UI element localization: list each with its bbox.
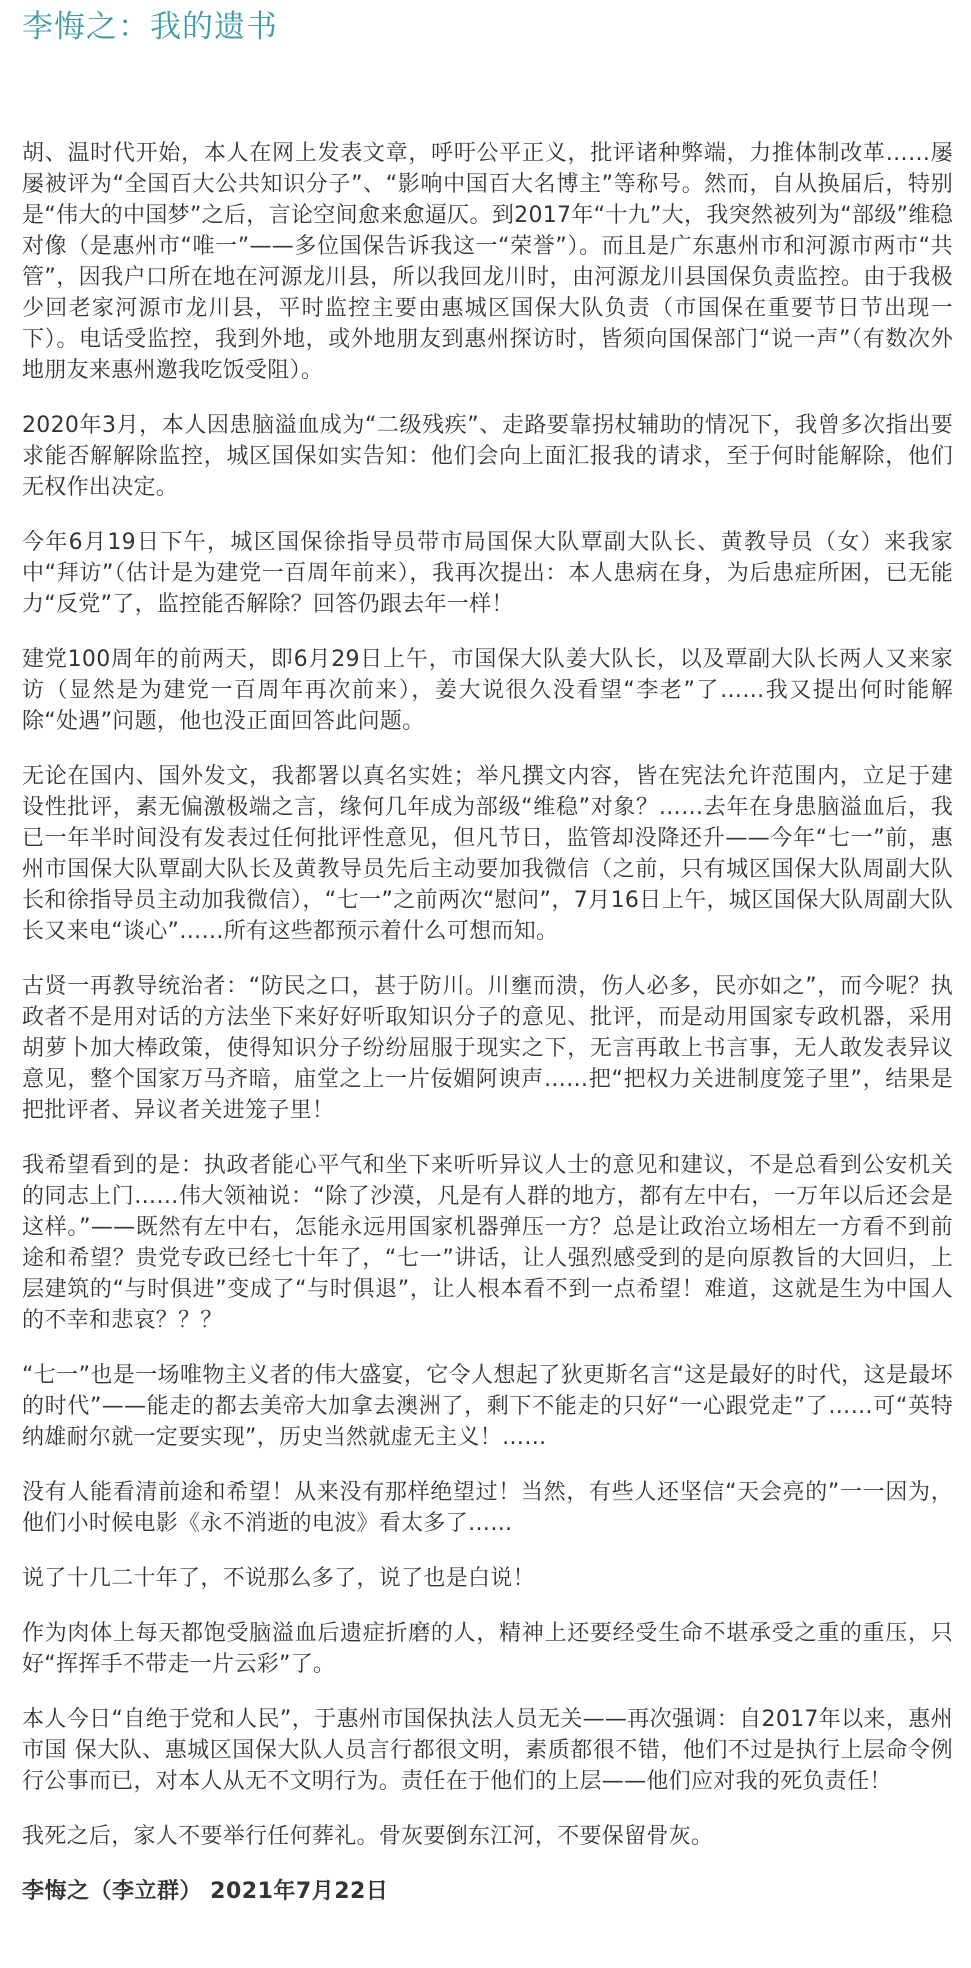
- paragraph-1: 胡、温时代开始，本人在网上发表文章，呼吁公平正义，批评诸种弊端，力推体制改革……屡屡被评为“全国百大公共知识分子”、“影响中国百大名博主”等称号。然而，自从换届后，特别是“伟大的中国梦”之后，言论空间愈来愈逼仄。到2017年“十九”大，我突然被列为“部级”维稳对像（是惠州市“唯一”——多位国保告诉我这一“荣誉”）。而且是广东惠州市和河源市两市“共管”，因我户口所在地在河源龙川县，所以我回龙川时，由河源龙川县国保负责监控。由于我极少回老家河源市龙川县，平时监控主要由惠城区国保大队负责（市国保在重要节日节出现一下）。电话受监控，我到外地，或外地朋友到惠州探访时，皆须向国保部门“说一声”（有数次外地朋友来惠州邀我吃饭受阻）。: [22, 141, 953, 383]
- paragraph-9: 没有人能看清前途和希望！从来没有那样绝望过！当然，有些人还坚信“天会亮的”一一因为，他们小时候电影《永不消逝的电波》看太多了……: [22, 1480, 953, 1536]
- paragraph-11: 作为肉体上每天都饱受脑溢血后遗症折磨的人，精神上还要经受生命不堪承受之重的重压，只好“挥挥手不带走一片云彩”了。: [22, 1621, 953, 1677]
- paragraph-6: 古贤一再教导统治者：“防民之口，甚于防川。川壅而溃，伤人必多，民亦如之”，而今呢？执政者不是用对话的方法坐下来好好听取知识分子的意见、批评，而是动用国家专政机器，采用胡萝卜加大棒政策，使得知识分子纷纷屈服于现实之下，无言再敢上书言事，无人敢发表异议意见，整个国家万马齐暗，庙堂之上一片佞媚阿谀声……把“把权力关进制度笼子里”，结果是把批评者、异议者关进笼子里！: [22, 974, 953, 1123]
- paragraph-10: 说了十几二十年了，不说那么多了，说了也是白说！: [22, 1566, 535, 1591]
- article-body: [22, 138, 953, 1907]
- paragraph-2: 2020年3月，本人因患脑溢血成为“二级残疾”、走路要靠拐杖辅助的情况下，我曾多次指出要求能否解解除监控，城区国保如实告知：他们会向上面汇报我的请求，至于何时能解除，他们无权作出决定。: [22, 413, 953, 500]
- paragraph-7: 我希望看到的是：执政者能心平气和坐下来听听异议人士的意见和建议，不是总看到公安机关的同志上门……伟大领袖说：“除了沙漠，凡是有人群的地方，都有左中右，一万年以后还会是这样。”——既然有左中右，怎能永远用国家机器弹压一方？总是让政治立场相左一方看不到前途和希望？贵党专政已经七十年了，“七一”讲话，让人强烈感受到的是向原教旨的大回归，上层建筑的“与时俱进”变成了“与时俱退”，让人根本看不到一点希望！难道，这就是生为中国人的不幸和悲哀？？？: [22, 1153, 953, 1333]
- page-title: 李悔之：我的遗书: [22, 9, 278, 45]
- author-signature: 李悔之（李立群） 2021年7月22日: [22, 1879, 389, 1904]
- paragraph-8: “七一”也是一场唯物主义者的伟大盛宴，它令人想起了狄更斯名言“这是最好的时代，这是最坏的时代”——能走的都去美帝大加拿去澳洲了，剩下不能走的只好“一心跟党走”了……可“英特纳雄耐尔就一定要实现”，历史当然就虚无主义！……: [22, 1363, 953, 1450]
- paragraph-5: 无论在国内、国外发文，我都署以真名实姓；举凡撰文内容，皆在宪法允许范围内，立足于建设性批评，素无偏激极端之言，缘何几年成为部级“维稳”对象？……去年在身患脑溢血后，我已一年半时间没有发表过任何批评性意见，但凡节日，监管却没降还升——今年“七一”前，惠州市国保大队覃副大队长及黄教导员先后主动要加我微信（之前，只有城区国保大队周副大队长和徐指导员主动加我微信），“七一”之前两次“慰问”，7月16日上午，城区国保大队周副大队长又来电“谈心”……所有这些都预示着什么可想而知。: [22, 764, 953, 944]
- paragraph-4: 建党100周年的前两天，即6月29日上午，市国保大队姜大队长，以及覃副大队长两人又来家访（显然是为建党一百周年再次前来），姜大说很久没看望“李老”了……我又提出何时能解除“处遇”问题，他也没正面回答此问题。: [22, 647, 953, 734]
- paragraph-13: 我死之后，家人不要举行任何葬礼。骨灰要倒东江河，不要保留骨灰。: [22, 1824, 714, 1849]
- paragraph-12: 本人今日“自绝于党和人民”，于惠州市国保执法人员无关——再次强调：自2017年以来，惠州市国 保大队、惠城区国保大队人员言行都很文明，素质都很不错，他们不过是执行上层命令例行公事而已，对本人从无不文明行为。责任在于他们的上层——他们应对我的死负责任！: [22, 1707, 953, 1794]
- paragraph-3: 今年6月19日下午，城区国保徐指导员带市局国保大队覃副大队长、黄教导员（女）来我家中“拜访”（估计是为建党一百周年前来），我再次提出：本人患病在身，为后患症所困，已无能力“反党”了，监控能否解除？回答仍跟去年一样！: [22, 530, 953, 617]
